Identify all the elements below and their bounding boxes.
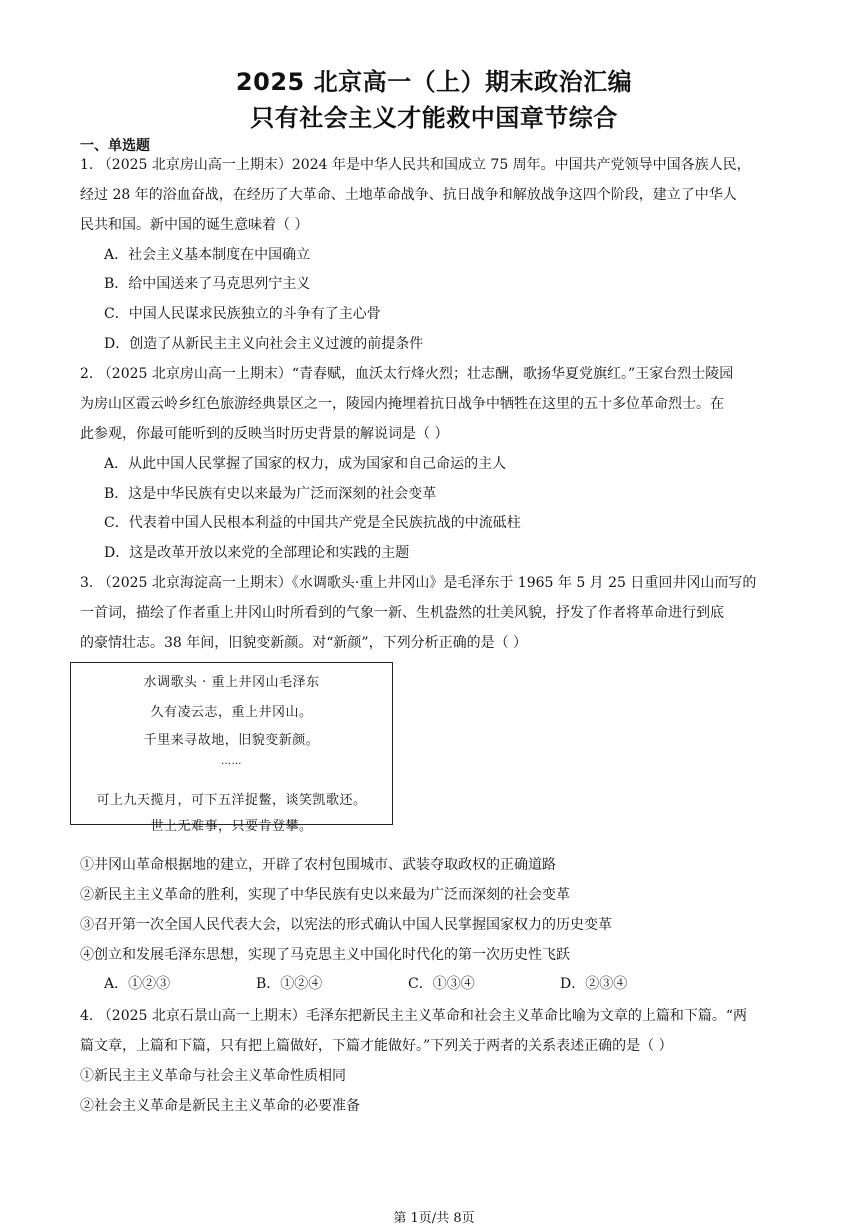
q1-option-b: B．给中国送来了马克思列宁主义 [104,276,311,292]
q3-statement-1: ①井冈山革命根据地的建立，开辟了农村包围城市、武装夺取政权的正确道路 [80,857,556,873]
poem-ellipsis: …… [221,756,242,767]
q2-stem-line: 为房山区霞云岭乡红色旅游经典景区之一，陵园内掩埋着抗日战争中牺牲在这里的五十多位革命烈士。在 [80,396,724,412]
q4-stem-line: 4. （2025 北京石景山高一上期末）毛泽东把新民主主义革命和社会主义革命比喻为文章的上篇和下篇。“两 [80,1008,748,1024]
q1-stem-line: 民共和国。新中国的诞生意味着（ ） [80,217,309,233]
q2-option-a: A．从此中国人民掌握了国家的权力，成为国家和自己命运的主人 [104,456,507,472]
page-number: 第 1页/共 8页 [393,1211,475,1226]
q2-option-b: B．这是中华民族有史以来最为广泛而深刻的社会变革 [104,486,437,502]
q2-stem-line: 此参观，你最可能听到的反映当时历史背景的解说词是（ ） [80,426,449,442]
q3-choice-d: D．②③④ [560,976,628,992]
q2-stem-line: 2. （2025 北京房山高一上期末）“青春赋，血沃太行烽火烈；壮志酬，歌扬华夏党旗红。”王家台烈士陵园 [80,366,734,382]
q1-stem-line: 经过 28 年的浴血奋战，在经历了大革命、土地革命战争、抗日战争和解放战争这四个阶段，建立了中华人 [80,187,737,203]
q2-option-d: D．这是改革开放以来党的全部理论和实践的主题 [104,545,410,561]
q4-stem-line: 篇文章，上篇和下篇，只有把上篇做好，下篇才能做好。”下列关于两者的关系表述正确的是（ ） [80,1038,673,1054]
poem-line: 世上无难事，只要肯登攀。 [150,819,313,834]
q3-choice-c: C．①③④ [408,976,475,992]
q3-statement-2: ②新民主主义革命的胜利，实现了中华民族有史以来最为广泛而深刻的社会变革 [80,887,570,903]
section-heading: 一、单选题 [80,138,150,154]
poem-line: 千里来寻故地，旧貌变新颜。 [143,733,320,748]
q3-stem-line: 一首词，描绘了作者重上井冈山时所看到的气象一新、生机盎然的壮美风貌，抒发了作者将革命进行到底 [80,605,724,621]
q4-statement-2: ②社会主义革命是新民主主义革命的必要准备 [80,1098,360,1114]
q1-option-d: D．创造了从新民主主义向社会主义过渡的前提条件 [104,336,424,352]
q1-stem-line: 1. （2025 北京房山高一上期末）2024 年是中华人民共和国成立 75 周年。中国共产党领导中国各族人民， [80,157,751,173]
q3-stem-line: 的豪情壮志。38 年间，旧貌变新颜。对“新颜”，下列分析正确的是（ ） [80,635,528,651]
poem-title: 水调歌头 · 重上井冈山毛泽东 [143,675,320,690]
q3-choice-b: B．①②④ [256,976,323,992]
q4-statement-1: ①新民主主义革命与社会主义革命性质相同 [80,1068,346,1084]
q3-stem-line: 3. （2025 北京海淀高一上期末）《水调歌头·重上井冈山》是毛泽东于 1965 年 5 月 25 日重回井冈山而写的 [80,575,757,591]
document-subtitle: 只有社会主义才能救中国章节综合 [250,104,618,132]
document-title: 2025 北京高一（上）期末政治汇编 [235,68,633,96]
poem-box [70,662,393,834]
q2-option-c: C．代表着中国人民根本利益的中国共产党是全民族抗战的中流砥柱 [104,515,521,531]
poem-line: 久有凌云志，重上井冈山。 [150,705,313,720]
q1-option-c: C．中国人民谋求民族独立的斗争有了主心骨 [104,306,381,322]
q1-option-a: A．社会主义基本制度在中国确立 [104,247,311,263]
q3-statement-4: ④创立和发展毛泽东思想，实现了马克思主义中国化时代化的第一次历史性飞跃 [80,947,570,963]
q3-statement-3: ③召开第一次全国人民代表大会，以宪法的形式确认中国人民掌握国家权力的历史变革 [80,917,612,933]
q3-choice-a: A．①②③ [104,976,171,992]
q3-choices [104,974,712,994]
poem-line: 可上九天揽月，可下五洋捉鳖，谈笑凯歌还。 [96,793,367,808]
